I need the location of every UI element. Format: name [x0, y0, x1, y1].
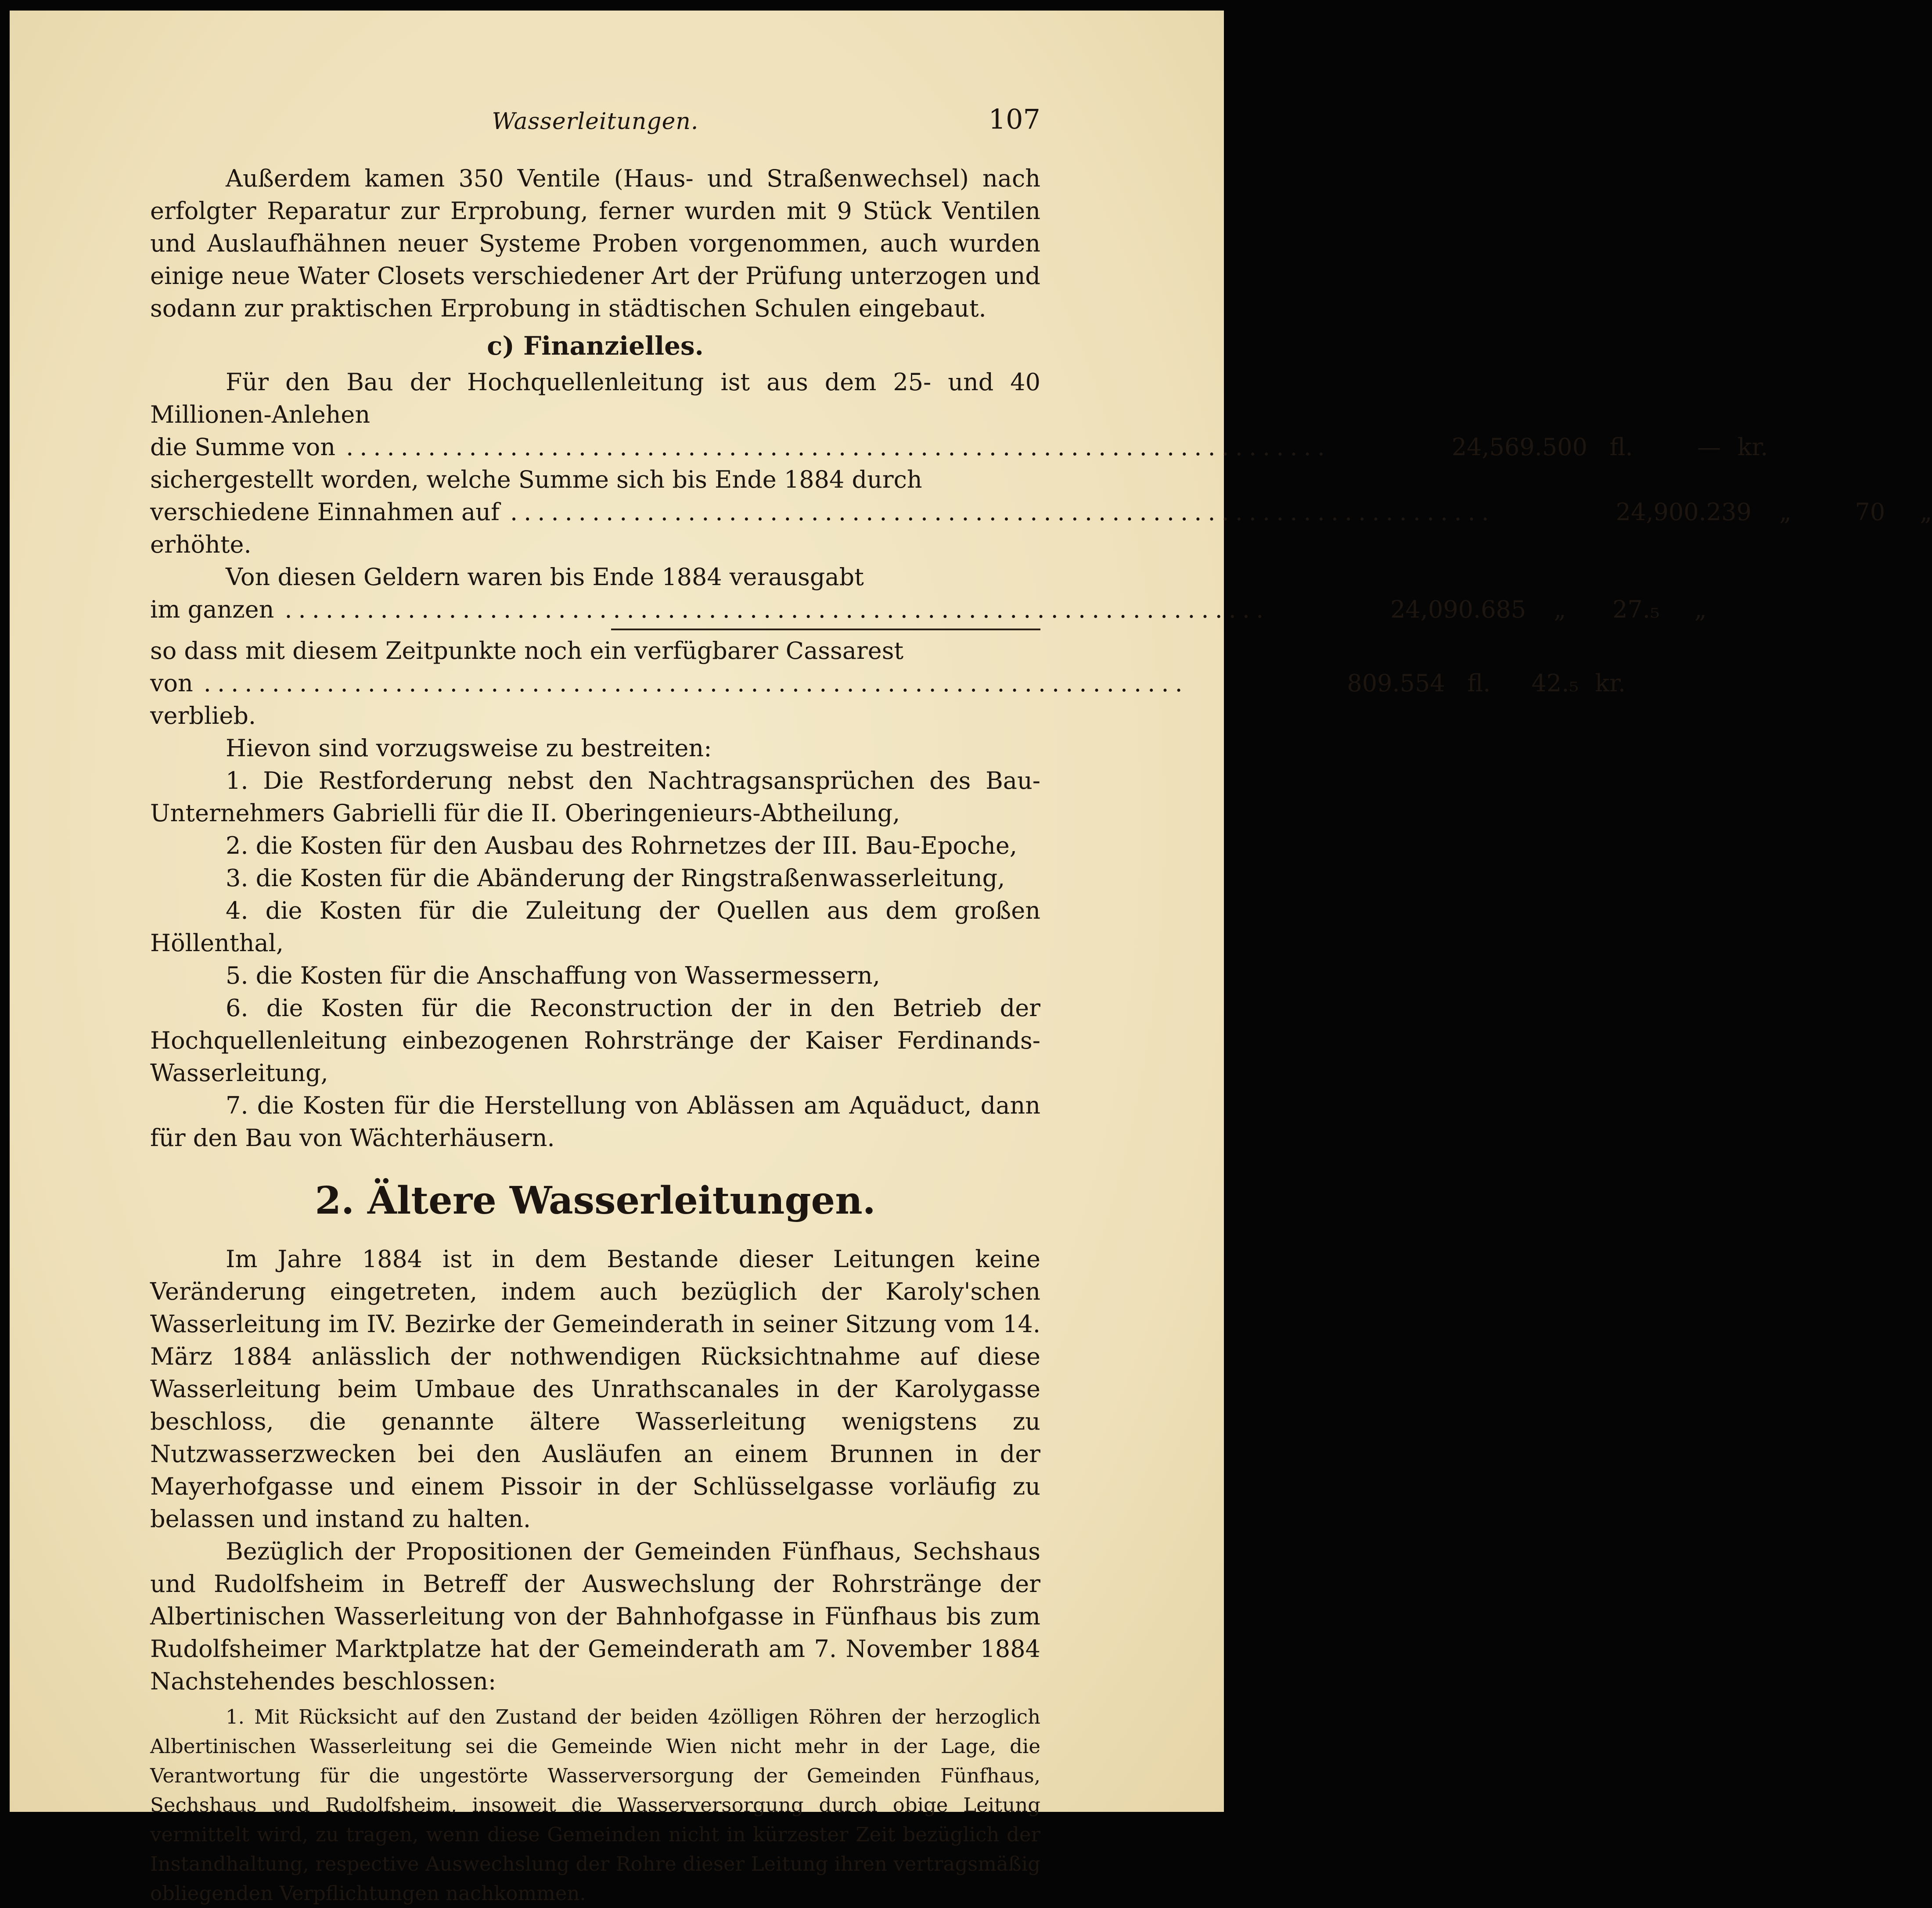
ledger-label: von: [150, 669, 193, 697]
page-content: [150, 162, 1932, 1908]
running-head: [150, 99, 1040, 138]
intro-paragraph: Außerdem kamen 350 Ventile (Haus- und Straßenwechsel) nach erfolgter Reparatur zur Erprobung, ferner wurden mit 9 Stück Ventilen und Auslaufhähnen neuer Systeme Proben vorgenommen, auch wurden einige neue Water Closets verschiedener Art der Prüfung unterzogen und sodann zur praktischen Erprobung in städtischen Schulen eingebaut.: [150, 165, 1040, 322]
ledger-label: verschiedene Einnahmen auf: [150, 498, 500, 526]
ledger-amount-group: [1506, 496, 1932, 528]
ledger-label: die Summe von: [150, 433, 336, 461]
ledger-amount: 809.554: [1347, 669, 1445, 697]
ledger-currency: fl.: [1609, 433, 1633, 461]
ledger-currency: „: [1779, 498, 1792, 526]
expense-list: [150, 765, 1040, 1154]
ledger-amount-group: [1280, 593, 1707, 626]
ledger-kreuzer: 70: [1855, 498, 1885, 526]
ledger-label: im ganzen: [150, 596, 274, 623]
leader-dots: ........................................................................: [203, 669, 1189, 697]
leader-dots: ........................................................................: [346, 433, 1331, 461]
ledger-currency: „: [1554, 596, 1566, 623]
leader-dots: ........................................................................: [510, 498, 1495, 526]
finance-text-line: erhöhte.: [150, 531, 252, 558]
finance-text-line: Von diesen Geldern waren bis Ende 1884 verausgabt: [226, 563, 864, 591]
ledger-kreuzer: —: [1697, 433, 1721, 461]
leader-dots: ........................................................................: [284, 596, 1270, 623]
section-paragraph: Bezüglich der Propositionen der Gemeinden Fünfhaus, Sechshaus und Rudolfsheim in Betreff der Auswechslung der Rohrstränge der Albertinischen Wasserleitung von der Bahnhofgasse in Fünfhaus bis zum Rudolfsheimer Marktplatze hat der Gemeinderath am 7. November 1884 Nachstehendes beschlossen:: [150, 1538, 1040, 1695]
ledger-unit: „: [1920, 498, 1932, 526]
ledger-amount: 24,900.239: [1615, 498, 1752, 526]
list-item: 1. Die Restforderung nebst den Nachtragsansprüchen des Bau-Unternehmers Gabrielli für die II. Oberingenieurs-Abtheilung,: [150, 767, 1040, 827]
list-item: 6. die Kosten für die Reconstruction der in den Betrieb der Hochquellenleitung einbezogenen Rohrstränge der Kaiser Ferdinands-Wasserleitung,: [150, 994, 1040, 1087]
section-heading: 2. Ältere Wasserleitungen.: [315, 1179, 876, 1223]
finance-text-line: verblieb.: [150, 702, 256, 729]
section-paragraph: Im Jahre 1884 ist in dem Bestande dieser Leitungen keine Veränderung eingetreten, indem auch bezüglich der Karoly'schen Wasserleitung im IV. Bezirke der Gemeinderath in seiner Sitzung vom 14. März 1884 anlässlich der nothwendigen Rücksichtnahme auf diese Wasserleitung beim Umbaue des Unrathscanales in der Karolygasse beschloss, die genannte ältere Wasserleitung wenigstens zu Nutzwasserzwecken bei den Ausläufen an einem Brunnen in der Mayerhofgasse und einem Pissoir in der Schlüsselgasse vorläufig zu belassen und instand zu halten.: [150, 1245, 1040, 1533]
list-item: 3. die Kosten für die Abänderung der Ringstraßenwasserleitung,: [226, 864, 1005, 892]
ledger-unit: „: [1694, 596, 1707, 623]
ledger-row-remainder: [150, 667, 1626, 700]
resolution-block: [150, 1702, 1040, 1908]
ledger-kreuzer: 42.₅: [1531, 669, 1579, 697]
finance-text-line: sichergestellt worden, welche Summe sich bis Ende 1884 durch: [150, 466, 922, 493]
finance-heading: c) Finanzielles.: [487, 331, 704, 361]
ledger-row-sum: [150, 431, 1768, 464]
ledger-amount-group: [1342, 431, 1768, 464]
page-number: 107: [988, 103, 1040, 135]
ledger-unit: kr.: [1737, 433, 1768, 461]
list-item: 2. die Kosten für den Ausbau des Rohrnetzes der III. Bau-Epoche,: [226, 832, 1018, 859]
finance-text-line: so dass mit diesem Zeitpunkte noch ein verfügbarer Cassarest: [150, 637, 904, 665]
ledger-unit: kr.: [1595, 669, 1626, 697]
sum-rule: [611, 629, 1040, 630]
list-item: 5. die Kosten für die Anschaffung von Wassermessern,: [226, 962, 880, 989]
ledger-amount: 24,090.685: [1390, 596, 1526, 623]
resolution-item: 1. Mit Rücksicht auf den Zustand der beiden 4zölligen Röhren der herzoglich Albertinischen Wasserleitung sei die Gemeinde Wien nicht mehr in der Lage, die Verantwortung für die ungestörte Wasserversorgung der Gemeinden Fünfhaus, Sechshaus und Rudolfsheim, insoweit die Wasserversorgung durch obige Leitung vermittelt wird, zu tragen, wenn diese Gemeinden nicht in kürzester Zeit bezüglich der Instandhaltung, respective Auswechslung der Rohre dieser Leitung ihren vertragsmäßig obliegenden Verpflichtungen nachkommen.: [150, 1705, 1040, 1905]
ledger-amount-group: [1199, 667, 1626, 700]
ledger-amount: 24,569.500: [1451, 433, 1587, 461]
ledger-kreuzer: 27.₅: [1612, 596, 1660, 623]
ledger-row-income: [150, 496, 1932, 528]
ledger-row-spent: [150, 593, 1707, 626]
finance-intro-line: Für den Bau der Hochquellenleitung ist aus dem 25- und 40 Millionen-Anlehen: [150, 368, 1040, 428]
list-item: 7. die Kosten für die Herstellung von Ablässen am Aquäduct, dann für den Bau von Wächterhäusern.: [150, 1092, 1040, 1152]
list-item: 4. die Kosten für die Zuleitung der Quellen aus dem großen Höllenthal,: [150, 897, 1040, 957]
list-intro: Hievon sind vorzugsweise zu bestreiten:: [226, 734, 712, 762]
running-title: Wasserleitungen.: [492, 108, 699, 135]
ledger-currency: fl.: [1467, 669, 1491, 697]
